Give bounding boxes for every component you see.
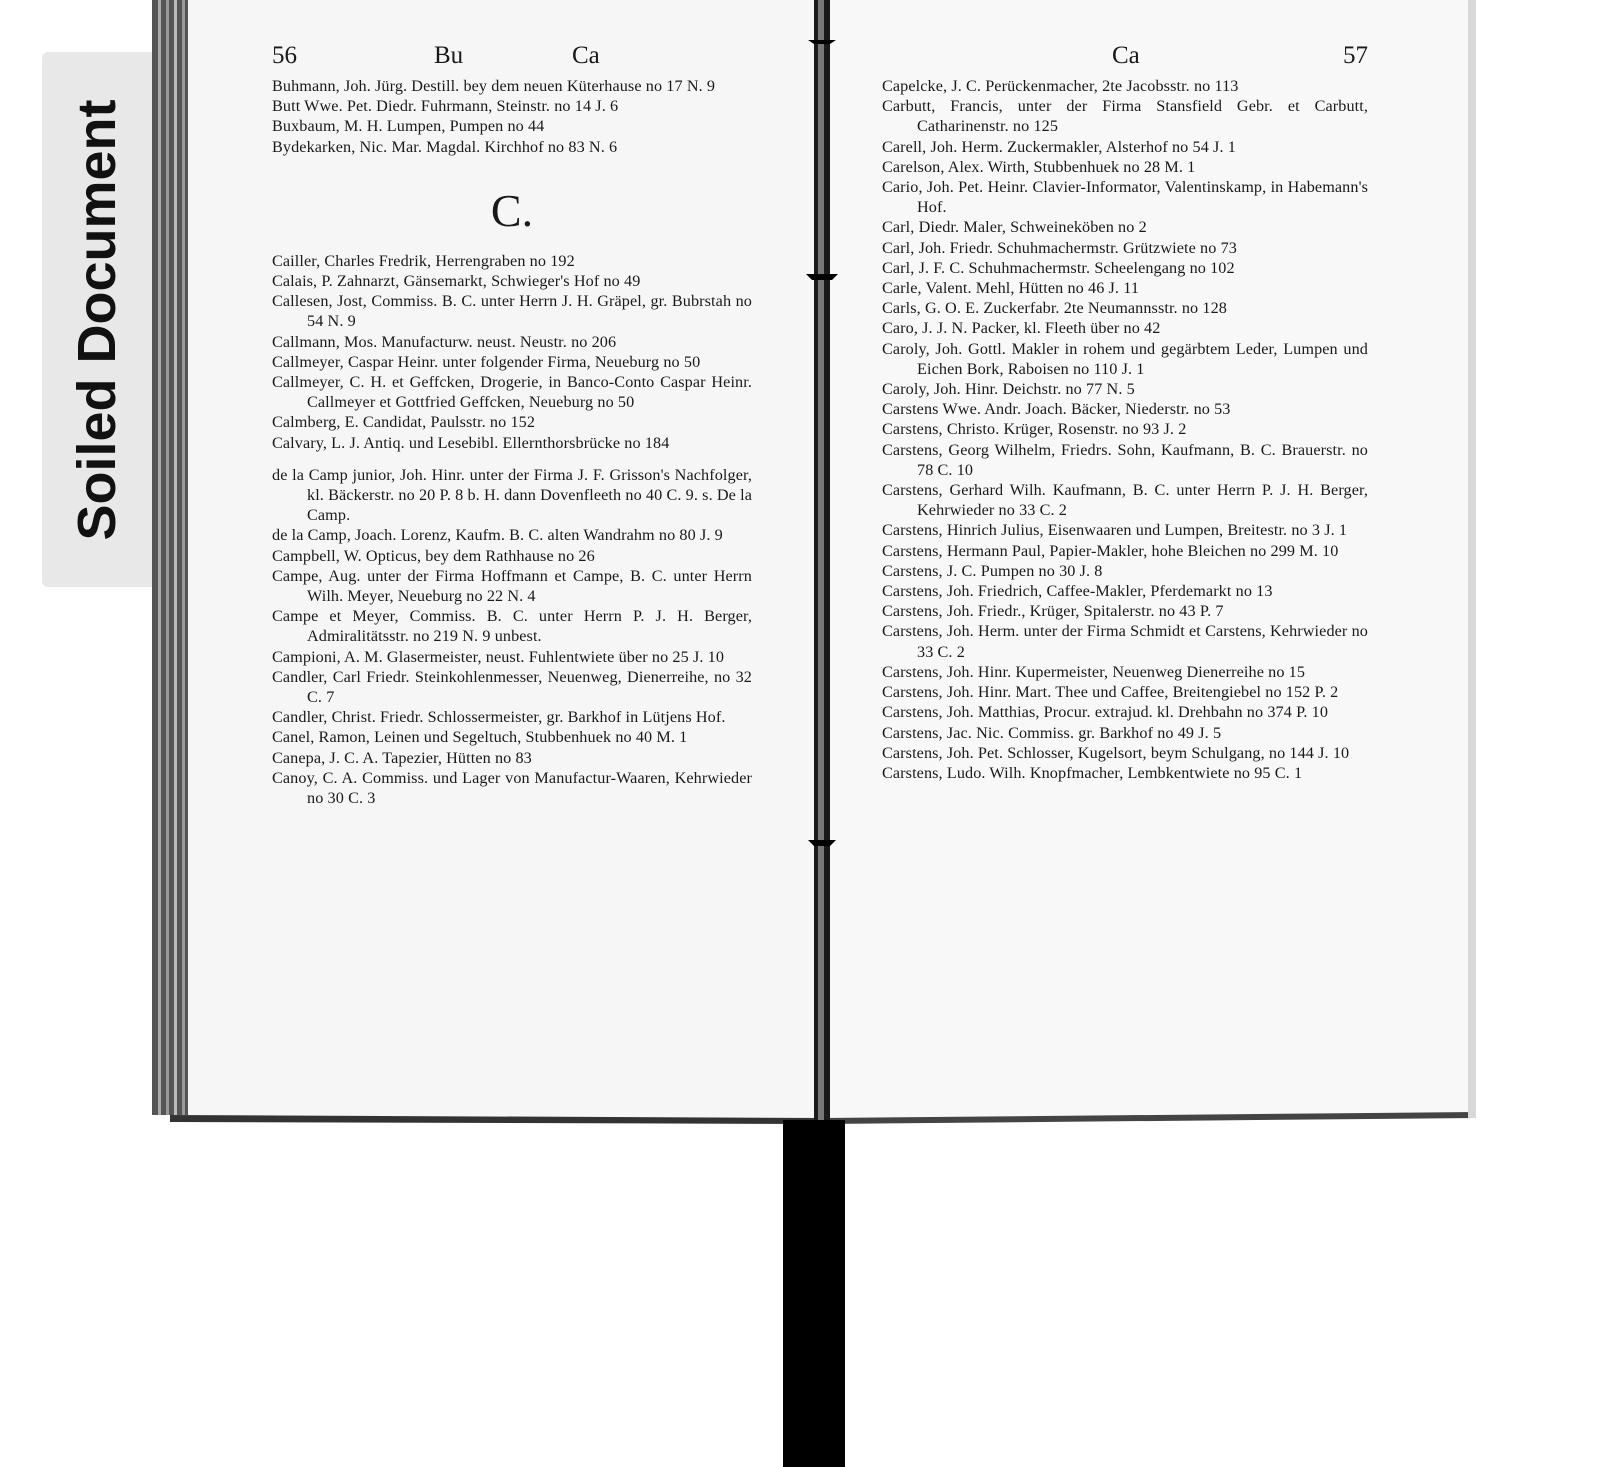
directory-entry: Carstens, Gerhard Wilh. Kaufmann, B. C. unter Herrn P. J. H. Berger, Kehrwieder no 33 C. 2 [882, 481, 1368, 520]
directory-entry: Carelson, Alex. Wirth, Stubbenhuek no 28 M. 1 [882, 157, 1196, 176]
directory-entry: Canel, Ramon, Leinen und Segeltuch, Stubbenhuek no 40 M. 1 [272, 728, 688, 747]
directory-entry: Candler, Carl Friedr. Steinkohlenmesser, Neuenweg, Dienerreihe, no 32 C. 7 [272, 667, 752, 707]
directory-entry: Carl, Diedr. Maler, Schweineköben no 2 [882, 218, 1147, 237]
directory-entry: Caroly, Joh. Gottl. Makler in rohem und gegärbtem Leder, Lumpen und Eichen Bork, Raboisen no 110 J. 1 [882, 339, 1368, 378]
directory-entry: Calvary, L. J. Antiq. und Lesebibl. Ellernthorsbrücke no 184 [272, 433, 670, 452]
directory-entry: Callmann, Mos. Manufacturw. neust. Neustr. no 206 [272, 332, 617, 351]
directory-entry: Carl, Joh. Friedr. Schuhmachermstr. Grützwiete no 73 [882, 238, 1237, 257]
directory-entry: Buxbaum, M. H. Lumpen, Pumpen no 44 [272, 117, 545, 136]
directory-entry: Calais, P. Zahnarzt, Gänsemarkt, Schwieger's Hof no 49 [272, 272, 641, 291]
page-right [882, 42, 1368, 783]
page-number: 57 [1343, 42, 1368, 69]
directory-entry: Carstens, Joh. Matthias, Procur. extrajud. kl. Drehbahn no 374 P. 10 [882, 703, 1329, 722]
directory-entry: Carstens, Joh. Herm. unter der Firma Schmidt et Carstens, Kehrwieder no 33 C. 2 [882, 622, 1368, 661]
directory-entry: Carls, G. O. E. Zuckerfabr. 2te Neumannsstr. no 128 [882, 299, 1227, 318]
directory-entry: Butt Wwe. Pet. Diedr. Fuhrmann, Steinstr. no 14 J. 6 [272, 97, 619, 116]
section-letter: C. [490, 184, 534, 236]
directory-entry: Carl, J. F. C. Schuhmachermstr. Scheelengang no 102 [882, 258, 1235, 277]
page-number: 56 [272, 42, 297, 69]
directory-entry: de la Camp junior, Joh. Hinr. unter der Firma J. F. Grisson's Nachfolger, kl. Bäckerstr. no 20 P. 8 b. H. dann Dovenfleeth no 40 C. 9. s. De la Camp. [272, 465, 752, 525]
directory-entry: Canoy, C. A. Commiss. und Lager von Manufactur-Waaren, Kehrwieder no 30 C. 3 [272, 768, 752, 808]
directory-entry: Carstens, Ludo. Wilh. Knopfmacher, Lembkentwiete no 95 C. 1 [882, 763, 1303, 782]
directory-entry: Cario, Joh. Pet. Heinr. Clavier-Informator, Valentinskamp, in Habemann's Hof. [882, 178, 1368, 217]
directory-entry: Carstens, Joh. Friedrich, Caffee-Makler, Pferdemarkt no 13 [882, 582, 1273, 601]
directory-entry: Calmberg, E. Candidat, Paulsstr. no 152 [272, 413, 536, 432]
directory-entry: Carstens, Joh. Friedr., Krüger, Spitalerstr. no 43 P. 7 [882, 602, 1224, 621]
directory-entry: Canepa, J. C. A. Tapezier, Hütten no 83 [272, 748, 532, 767]
directory-entry: Carstens, J. C. Pumpen no 30 J. 8 [882, 561, 1103, 580]
directory-entry: Carstens, Jac. Nic. Commiss. gr. Barkhof no 49 J. 5 [882, 723, 1222, 742]
directory-entry: Carstens, Hermann Paul, Papier-Makler, hohe Bleichen no 299 M. 10 [882, 541, 1339, 560]
directory-entry: Callesen, Jost, Commiss. B. C. unter Herrn J. H. Gräpel, gr. Bubrstah no 54 N. 9 [272, 292, 752, 331]
directory-entry: Capelcke, J. C. Perückenmacher, 2te Jacobsstr. no 113 [882, 77, 1239, 95]
directory-entry: Candler, Christ. Friedr. Schlossermeister, gr. Barkhof in Lütjens Hof. [272, 708, 726, 727]
directory-entry: Bydekarken, Nic. Mar. Magdal. Kirchhof no 83 N. 6 [272, 137, 618, 156]
stamp-label: Soiled Document [67, 99, 127, 541]
directory-entry: Callmeyer, Caspar Heinr. unter folgender Firma, Neueburg no 50 [272, 352, 701, 371]
directory-entry: Campioni, A. M. Glasermeister, neust. Fuhlentwiete über no 25 J. 10 [272, 647, 725, 666]
directory-entry: Campe et Meyer, Commiss. B. C. unter Herrn P. J. H. Berger, Admiralitätsstr. no 219 N. 9 unbest. [272, 607, 752, 646]
directory-entry: Carle, Valent. Mehl, Hütten no 46 J. 11 [882, 279, 1140, 298]
directory-entry: Carstens, Joh. Hinr. Mart. Thee und Caffee, Breitengiebel no 152 P. 2 [882, 683, 1339, 702]
directory-entry: Carstens, Hinrich Julius, Eisenwaaren und Lumpen, Breitestr. no 3 J. 1 [882, 521, 1348, 540]
entry-list [882, 76, 1368, 783]
directory-entry: Campe, Aug. unter der Firma Hoffmann et Campe, B. C. unter Herrn Wilh. Meyer, Neueburg no 22 N. 4 [272, 566, 752, 606]
directory-entry: Caroly, Joh. Hinr. Deichstr. no 77 N. 5 [882, 380, 1135, 399]
directory-entry: Caro, J. J. N. Packer, kl. Fleeth über no 42 [882, 319, 1161, 338]
entry-list [272, 251, 752, 453]
bookmark-ribbon [783, 1120, 845, 1467]
running-head: Ca [572, 42, 600, 69]
directory-entry: Carell, Joh. Herm. Zuckermakler, Alsterhof no 54 J. 1 [882, 137, 1236, 156]
directory-entry: Callmeyer, C. H. et Geffcken, Drogerie, in Banco-Conto Caspar Heinr. Callmeyer et Gottfried Geffcken, Neueburg no 50 [272, 373, 752, 412]
entry-list [272, 465, 752, 808]
page-left [272, 42, 752, 808]
running-head: Bu [434, 42, 464, 69]
directory-entry: Buhmann, Joh. Jürg. Destill. bey dem neuen Küterhause no 17 N. 9 [272, 77, 716, 95]
page-header-left [272, 42, 752, 76]
directory-entry: Carstens Wwe. Andr. Joach. Bäcker, Niederstr. no 53 [882, 400, 1231, 419]
directory-entry: Carstens, Joh. Hinr. Kupermeister, Neuenweg Dienerreihe no 15 [882, 662, 1306, 681]
directory-entry: Carstens, Georg Wilhelm, Friedrs. Sohn, Kaufmann, B. C. Brauerstr. no 78 C. 10 [882, 440, 1368, 479]
directory-entry: de la Camp, Joach. Lorenz, Kaufm. B. C. alten Wandrahm no 80 J. 9 [272, 526, 723, 545]
directory-entry: Carstens, Joh. Pet. Schlosser, Kugelsort, beym Schulgang, no 144 J. 10 [882, 743, 1350, 762]
directory-entry: Campbell, W. Opticus, bey dem Rathhause no 26 [272, 546, 595, 565]
directory-entry: Cailler, Charles Fredrik, Herrengraben no 192 [272, 251, 575, 270]
running-head: Ca [1112, 42, 1140, 69]
directory-entry: Carbutt, Francis, unter der Firma Stansfield Gebr. et Carbutt, Catharinenstr. no 125 [882, 97, 1368, 136]
page-header-right [882, 42, 1368, 76]
entry-list [272, 76, 752, 157]
directory-entry: Carstens, Christo. Krüger, Rosenstr. no 93 J. 2 [882, 420, 1187, 439]
